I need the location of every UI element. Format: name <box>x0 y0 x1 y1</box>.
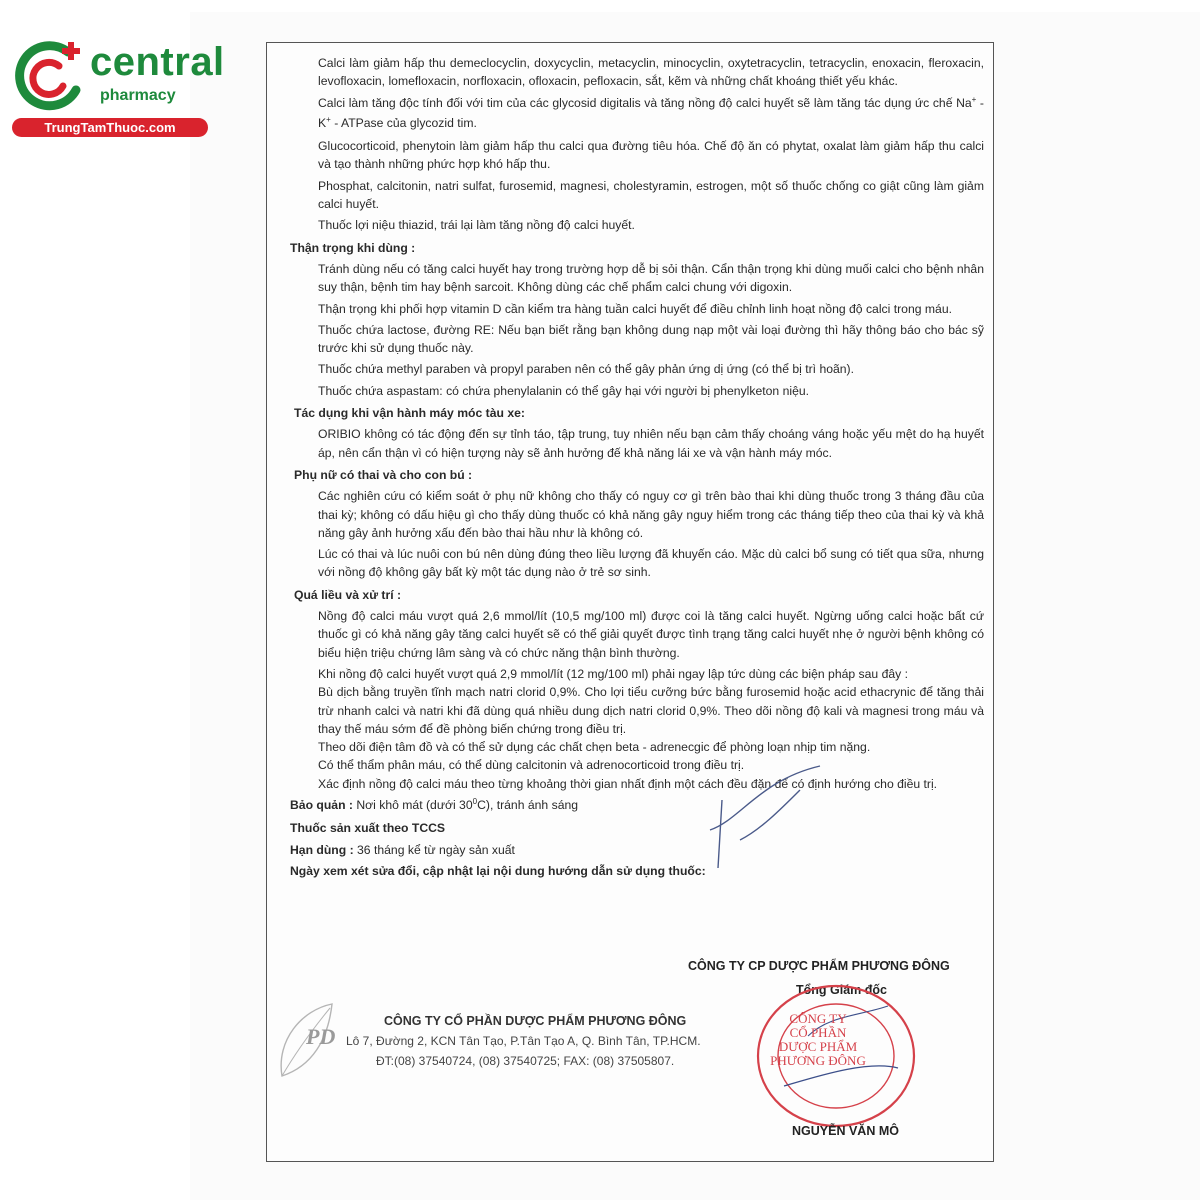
logo-name: central <box>90 40 225 84</box>
logo-emblem-icon <box>10 38 88 116</box>
driving-paragraph: ORIBIO không có tác động đến sự tỉnh táo, tập trung, tuy nhiên nếu bạn cảm thấy choáng váng hoặc yếu mệt do hạ huyết áp, nên cẩn thận vì có hiện tượng này sẽ ảnh hưởng đế khả năng lái xe và vận hành máy móc. <box>318 427 984 460</box>
storage-line: Bảo quản : Nơi khô mát (dưới $30^0C$), tránh ánh sáng <box>290 796 579 812</box>
standard-line: Thuốc sản xuất theo TCCS <box>290 821 446 836</box>
precaution-paragraph: Thận trọng khi phối hợp vitamin D cần kiểm tra hàng tuần calci huyết để điều chỉnh linh hoạt nồng độ calci trong máu. <box>318 301 952 316</box>
interaction-paragraph: Calci làm giảm hấp thu demeclocyclin, doxycyclin, metacyclin, minocyclin, oxytetracyclin, tetracyclin, enoxacin, fleroxacin, levofloxacin, lomefloxacin, norfloxacin, ofloxacin, pefloxacin, sắt, kẽm và những chất khoáng thiết yếu khác. <box>318 56 984 89</box>
precaution-paragraph: Thuốc chứa methyl paraben và propyl paraben nên có thể gây phản ứng dị ứng (có thể bị trì hoãn). <box>318 362 855 377</box>
interaction-paragraph: Phosphat, calcitonin, natri sulfat, furosemid, magnesi, cholestyramin, estrogen, một số thuốc chống co giật cũng làm giảm calci huyết. <box>318 178 984 212</box>
footer-address: Lô 7, Đường 2, KCN Tân Tạo, P.Tân Tạo A, Q. Bình Tân, TP.HCM. <box>346 1034 701 1048</box>
pregnancy-paragraph: Các nghiên cứu có kiểm soát ở phụ nữ không cho thấy có nguy cơ gì trên bào thai khi dùng thuốc trong 3 tháng đầu của thai kỳ; không có dấu hiệu gì cho thấy dùng thuốc có khả năng gây nguy hiểm trong các tháng tiếp theo của thai kỳ và khả năng gây ảnh hưởng xấu đến bào thai hầu như là không có. <box>318 489 984 540</box>
interaction-paragraph: Glucocorticoid, phenytoin làm giảm hấp thu calci qua đường tiêu hóa. Chế độ ăn có phytat, oxalat làm giảm hấp thu calci và tạo thành những phức hợp khó hấp thu. <box>318 139 984 172</box>
overdose-paragraph: Bù dịch bằng truyền tĩnh mạch natri clorid 0,9%. Cho lợi tiểu cưỡng bức bằng furosemid hoặc acid ethacrynic để tăng thải trừ nhanh calci và natri khi đã dùng quá nhiều dung dịch natri clorid 0,9%. Theo dõi nồng độ kali và magnesi trong máu và thay thế máu sớm để đề phòng biến chứng trong điều trị. <box>318 685 984 736</box>
pd-logo-mark: PD <box>306 1024 336 1049</box>
signature-scribble-icon <box>700 760 850 880</box>
signature-title: Tổng Giám đốc <box>796 983 887 997</box>
digitalis-paragraph: Calci làm tăng độc tính đối với tim của các glycosid digitalis và tăng nồng độ calci huyết sẽ làm tăng tác dụng ức chế Na+ - K+ - ATPase của glycozid tim. <box>318 94 984 130</box>
pregnancy-heading: Phụ nữ có thai và cho con bú : <box>294 467 473 482</box>
signatory-name: NGUYỄN VĂN MÔ <box>792 1124 899 1138</box>
interaction-paragraph: Thuốc lợi niệu thiazid, trái lại làm tăng nồng độ calci huyết. <box>318 218 635 233</box>
precaution-paragraph: Thuốc chứa aspastam: có chứa phenylalanin có thể gây hại với người bị phenylketon niệu. <box>318 383 810 398</box>
overdose-paragraph: Nồng độ calci máu vượt quá 2,6 mmol/lít (10,5 mg/100 ml) được coi là tăng calci huyết. Ngừng uống calci hoặc bất cứ thuốc gì có khả năng gây tăng calci huyết sẽ có thể giải quyết được tình trạng tăng calci huyết nhẹ ở người bệnh không có biểu hiện triệu chứng lâm sàng và có chức năng thận bình thường. <box>318 609 984 660</box>
logo-subtitle: pharmacy <box>100 87 176 104</box>
revision-line: Ngày xem xét sửa đổi, cập nhật lại nội dung hướng dẫn sử dụng thuốc: <box>290 863 706 878</box>
pregnancy-paragraph: Lúc có thai và lúc nuôi con bú nên dùng đúng theo liều lượng đã khuyến cáo. Mặc dù calci bổ sung có tiết qua sữa, nhưng với nồng độ không gây bất kỳ một tác dụng nào ở trẻ sơ sinh. <box>318 547 984 580</box>
precaution-paragraph: Tránh dùng nếu có tăng calci huyết hay trong trường hợp dễ bị sỏi thận. Cẩn thận trọng khi dùng muối calci cho bệnh nhân suy thận, bệnh tim hay bệnh sarcoit. Không dùng các chế phẩm calci chung với digoxin. <box>318 261 984 295</box>
stamp-line: CÔNG TY <box>789 1011 847 1026</box>
stamp-line: DƯỢC PHẨM <box>778 1039 858 1054</box>
document-body <box>288 54 984 883</box>
overdose-heading: Quá liều và xử trí : <box>294 587 402 602</box>
overdose-paragraph: Khi nồng độ calci huyết vượt quá 2,9 mmol/lít (12 mg/100 ml) phải ngay lập tức dùng các biện pháp sau đây : <box>318 666 909 681</box>
logo-banner: TrungTamThuoc.com <box>12 118 208 137</box>
footer-phone: ĐT:(08) 37540724, (08) 37540725; FAX: (08) 37505807. <box>376 1054 675 1068</box>
central-pharmacy-logo <box>10 38 225 138</box>
stamp-text <box>760 1012 876 1068</box>
signature-company: CÔNG TY CP DƯỢC PHẨM PHƯƠNG ĐÔNG <box>688 959 950 973</box>
overdose-paragraph: Xác định nồng độ calci máu theo từng khoảng thời gian nhất định một cách đều đặn để có định hướng cho điều trị. <box>318 776 938 791</box>
precautions-heading: Thận trọng khi dùng : <box>290 240 416 255</box>
footer-company-name: CÔNG TY CỔ PHẦN DƯỢC PHẨM PHƯƠNG ĐÔNG <box>384 1014 687 1028</box>
overdose-paragraph: Theo dõi điện tâm đồ và có thể sử dụng các chất chẹn beta - adrenecgic để phòng loạn nhịp tim nặng. <box>318 740 871 755</box>
expiry-line: Hạn dùng : 36 tháng kể từ ngày sản xuất <box>290 842 515 857</box>
driving-heading: Tác dụng khi vận hành máy móc tàu xe: <box>294 406 525 421</box>
precaution-paragraph: Thuốc chứa lactose, đường RE: Nếu bạn biết rằng bạn không dung nạp một vài loại đường thì hãy thông báo cho bác sỹ trước khi sử dụng thuốc này. <box>318 322 984 356</box>
stamp-line: CỔ PHẦN <box>789 1025 847 1040</box>
stamp-line: PHƯƠNG ĐÔNG <box>770 1053 866 1068</box>
overdose-paragraph: Có thể thẩm phân máu, có thể dùng calcitonin và adrenocorticoid trong điều trị. <box>318 758 745 773</box>
